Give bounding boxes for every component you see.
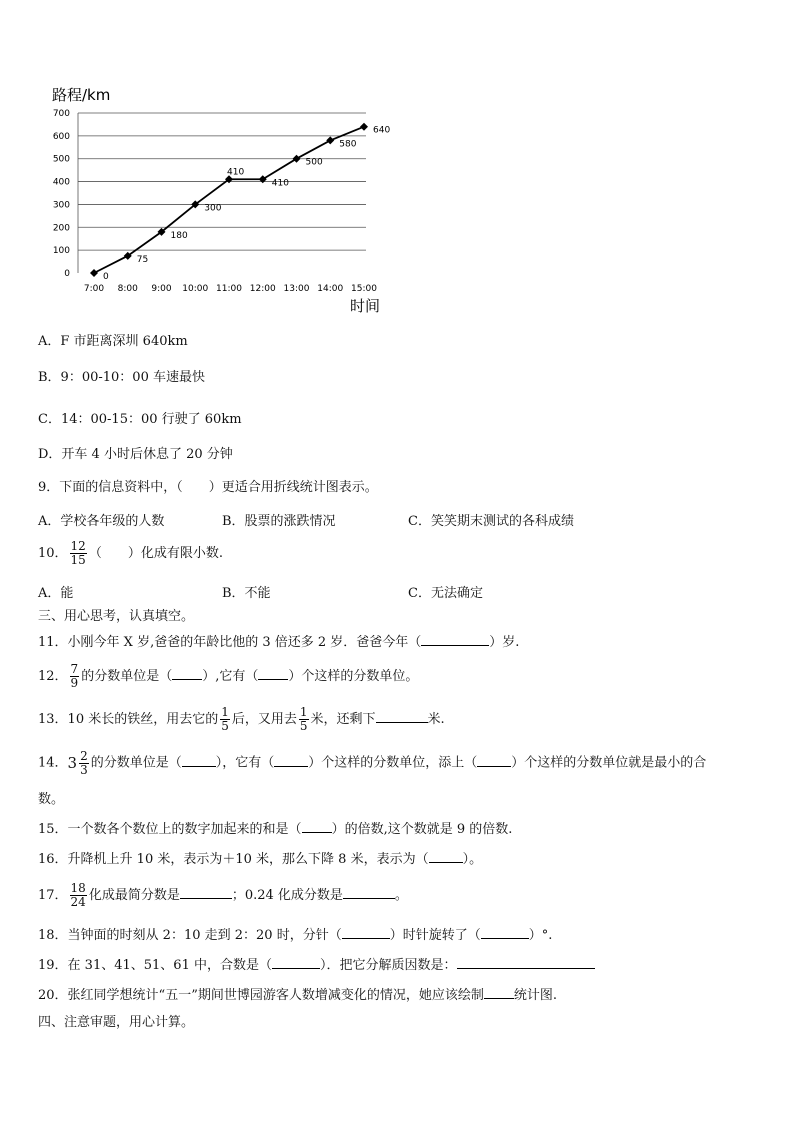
q17-text-2: ；0.24 化成分数是: [231, 888, 343, 903]
q14-text-4: ）个这样的分数单位就是最小的合: [511, 755, 707, 771]
chart-x-tick-label: 7:00: [83, 284, 105, 294]
q10-option-c: C．无法确定: [408, 586, 483, 601]
q18-text-1: 当钟面的时刻从 2：10 走到 2：20 时，分针（: [67, 928, 342, 943]
chart-data-label: 0: [103, 272, 109, 282]
chart-y-tick-label: 300: [52, 200, 70, 211]
q18-blank-2[interactable]: [481, 938, 529, 939]
question-16: [38, 850, 482, 870]
q16-text-2: ）。: [462, 852, 483, 867]
chart-data-point: [259, 175, 267, 183]
q10-frac-numerator: 12: [70, 539, 86, 553]
q19-text-2: ）．把它分解质因数是：: [319, 958, 457, 973]
distance-time-line-chart: [40, 76, 400, 321]
q8-option-c: C．14：00-15：00 行驶了 60km: [38, 412, 242, 427]
q19-text-1: 在 31、41、51、61 中，合数是（: [67, 958, 272, 973]
chart-data-labels: [103, 126, 390, 282]
chart-data-point: [326, 136, 334, 144]
q11-answer-blank[interactable]: [421, 645, 489, 646]
chart-x-tick-label: 13:00: [283, 284, 310, 294]
q9-text: 下面的信息资料中，（ ）更适合用折线统计图表示。: [59, 480, 378, 495]
question-10: [38, 540, 223, 568]
chart-y-tick-label: 200: [52, 223, 70, 234]
q17-frac-numerator: 18: [70, 881, 86, 895]
q16-answer-blank[interactable]: [429, 862, 463, 863]
q11-number: 11．: [38, 635, 68, 650]
q12-blank-2[interactable]: [258, 679, 288, 680]
chart-y-ticks: [53, 109, 70, 279]
q15-text-2: ）的倍数,这个数就是 9 的倍数.: [331, 822, 513, 837]
chart-data-label: 640: [373, 125, 391, 136]
q14-text-2: ），它有（: [215, 755, 275, 771]
q13-frac1-numerator: 1: [221, 705, 229, 719]
q13-fraction-1: [220, 706, 230, 733]
chart-data-point: [293, 155, 301, 163]
chart-x-tick-label: 11:00: [216, 284, 242, 294]
q20-text-1: 张红同学想统计“五一”期间世博园游客人数增减变化的情况，她应该绘制: [67, 988, 484, 1003]
chart-y-tick-label: 0: [64, 269, 70, 279]
q14-frac-denominator: 3: [80, 762, 88, 777]
q17-text-3: 。: [394, 888, 408, 903]
q17-text-1: 化成最简分数是: [88, 888, 180, 903]
q19-number: 19．: [38, 958, 68, 973]
chart-series-line: [94, 127, 364, 273]
q14-blank-2[interactable]: [274, 766, 308, 767]
q13-number: 13．: [38, 712, 68, 727]
q14-blank-3[interactable]: [477, 766, 511, 767]
q13-frac2-numerator: 1: [299, 705, 308, 719]
q13-fraction-2: [299, 706, 309, 733]
q9-option-b: B．股票的涨跌情况: [222, 514, 336, 529]
q12-text-3: ）个这样的分数单位。: [288, 669, 419, 684]
q17-number: 17．: [38, 888, 68, 903]
q14-frac-numerator: 2: [80, 748, 88, 763]
chart-y-tick-label: 700: [52, 109, 70, 119]
q9-number: 9．: [38, 480, 60, 495]
q11-text-1: 小刚今年 X 岁,爸爸的年龄比他的 3 倍还多 2 岁．爸爸今年（: [67, 635, 422, 650]
question-17: [38, 880, 408, 912]
chart-series: [90, 123, 368, 277]
chart-data-label: 580: [339, 139, 357, 150]
q10-option-b: B．不能: [222, 586, 271, 601]
question-15: [38, 820, 512, 840]
q12-text-2: ）,它有（: [202, 669, 259, 684]
chart-x-tick-label: 10:00: [182, 284, 209, 294]
q13-text-1: 10 米长的铁丝，用去它的: [67, 712, 219, 727]
q12-text-1: 的分数单位是（: [81, 669, 173, 684]
chart-data-label: 410: [227, 167, 245, 178]
q16-number: 16．: [38, 852, 68, 867]
q17-blank-2[interactable]: [343, 898, 395, 899]
chart-data-label: 75: [136, 254, 149, 265]
section-3-heading: 三、用心思考，认真填空。: [38, 609, 195, 624]
question-11: [38, 633, 519, 653]
chart-y-tick-label: 100: [52, 246, 70, 257]
question-19: [38, 956, 595, 976]
q19-blank-1[interactable]: [272, 968, 320, 969]
q19-blank-2[interactable]: [457, 968, 595, 969]
q8-option-a: A．F 市距离深圳 640km: [38, 334, 188, 349]
q9-option-a: A．学校各年级的人数: [38, 514, 165, 529]
question-12: [38, 662, 418, 692]
q20-number: 20．: [38, 988, 68, 1003]
q17-fraction: [70, 882, 87, 909]
question-18: [38, 926, 552, 946]
question-14: [38, 748, 706, 779]
chart-y-tick-label: 500: [52, 154, 70, 165]
q17-frac-denominator: 24: [70, 895, 86, 909]
q14-mixed-whole: 3: [67, 754, 78, 772]
chart-data-label: 180: [170, 230, 188, 241]
chart-data-point: [360, 123, 368, 131]
chart-data-label: 500: [305, 157, 323, 168]
chart-x-tick-label: 9:00: [151, 284, 172, 294]
q17-blank-1[interactable]: [180, 898, 232, 899]
chart-data-label: 300: [204, 203, 222, 214]
chart-x-tick-label: 8:00: [117, 284, 138, 294]
q9-option-c: C．笑笑期末测试的各科成绩: [408, 514, 574, 529]
q8-option-b: B．9：00-10：00 车速最快: [38, 370, 205, 385]
q10-number: 10．: [38, 546, 68, 561]
q20-text-2: 统计图.: [513, 988, 557, 1003]
q8-option-d: D．开车 4 小时后休息了 20 分钟: [38, 447, 233, 462]
q10-text: （ ）化成有限小数.: [88, 546, 223, 561]
chart-data-label: 410: [271, 178, 289, 189]
q13-text-4: 米.: [427, 712, 445, 727]
q18-text-3: ）°.: [528, 928, 553, 943]
chart-svg: [40, 76, 400, 321]
chart-x-tick-label: 15:00: [351, 284, 377, 294]
q15-answer-blank[interactable]: [302, 832, 332, 833]
chart-y-tick-label: 600: [52, 131, 70, 142]
q14-blank-1[interactable]: [182, 766, 216, 767]
q12-fraction: [70, 663, 80, 690]
chart-x-axis-label: 时间: [350, 297, 381, 315]
question-9: [38, 478, 378, 498]
q14-text-1: 的分数单位是（: [90, 755, 182, 771]
q13-text-2: 后，又用去: [231, 712, 297, 727]
q11-text-2: ）岁.: [489, 635, 520, 650]
chart-x-tick-label: 14:00: [317, 284, 344, 294]
question-20: [38, 986, 557, 1006]
q10-frac-denominator: 15: [70, 553, 86, 567]
chart-y-axis-label: 路程/km: [52, 86, 111, 104]
q13-frac2-denominator: 5: [299, 719, 308, 733]
chart-x-tick-label: 12:00: [249, 284, 276, 294]
q12-number: 12．: [38, 669, 68, 684]
q10-option-a: A．能: [38, 586, 74, 601]
q13-answer-blank[interactable]: [376, 722, 428, 723]
q14-text-3: ）个这样的分数单位，添上（: [308, 755, 478, 771]
q12-blank-1[interactable]: [172, 679, 202, 680]
chart-data-point: [90, 269, 98, 277]
question-13: [38, 705, 445, 735]
q20-answer-blank[interactable]: [484, 998, 514, 999]
q14-fraction: [79, 750, 89, 777]
q15-number: 15．: [38, 822, 68, 837]
section-4-heading: 四、注意审题，用心计算。: [38, 1015, 195, 1030]
q14-number: 14．: [38, 755, 68, 771]
q12-frac-denominator: 9: [70, 676, 79, 690]
q12-frac-numerator: 7: [70, 662, 79, 676]
q13-text-3: 米，还剩下: [310, 712, 376, 727]
q18-text-2: ）时针旋转了（: [389, 928, 481, 943]
q16-text-1: 升降机上升 10 米，表示为＋10 米，那么下降 8 米，表示为（: [67, 852, 429, 867]
q10-fraction: [70, 540, 87, 567]
q18-blank-1[interactable]: [342, 938, 390, 939]
q13-frac1-denominator: 5: [221, 719, 229, 733]
chart-gridlines: [78, 113, 366, 273]
chart-x-ticks: [84, 284, 377, 294]
q15-text-1: 一个数各个数位上的数字加起来的和是（: [67, 822, 302, 837]
chart-y-tick-label: 400: [52, 177, 70, 188]
q14-continuation: 数。: [38, 792, 65, 807]
q18-number: 18．: [38, 928, 68, 943]
